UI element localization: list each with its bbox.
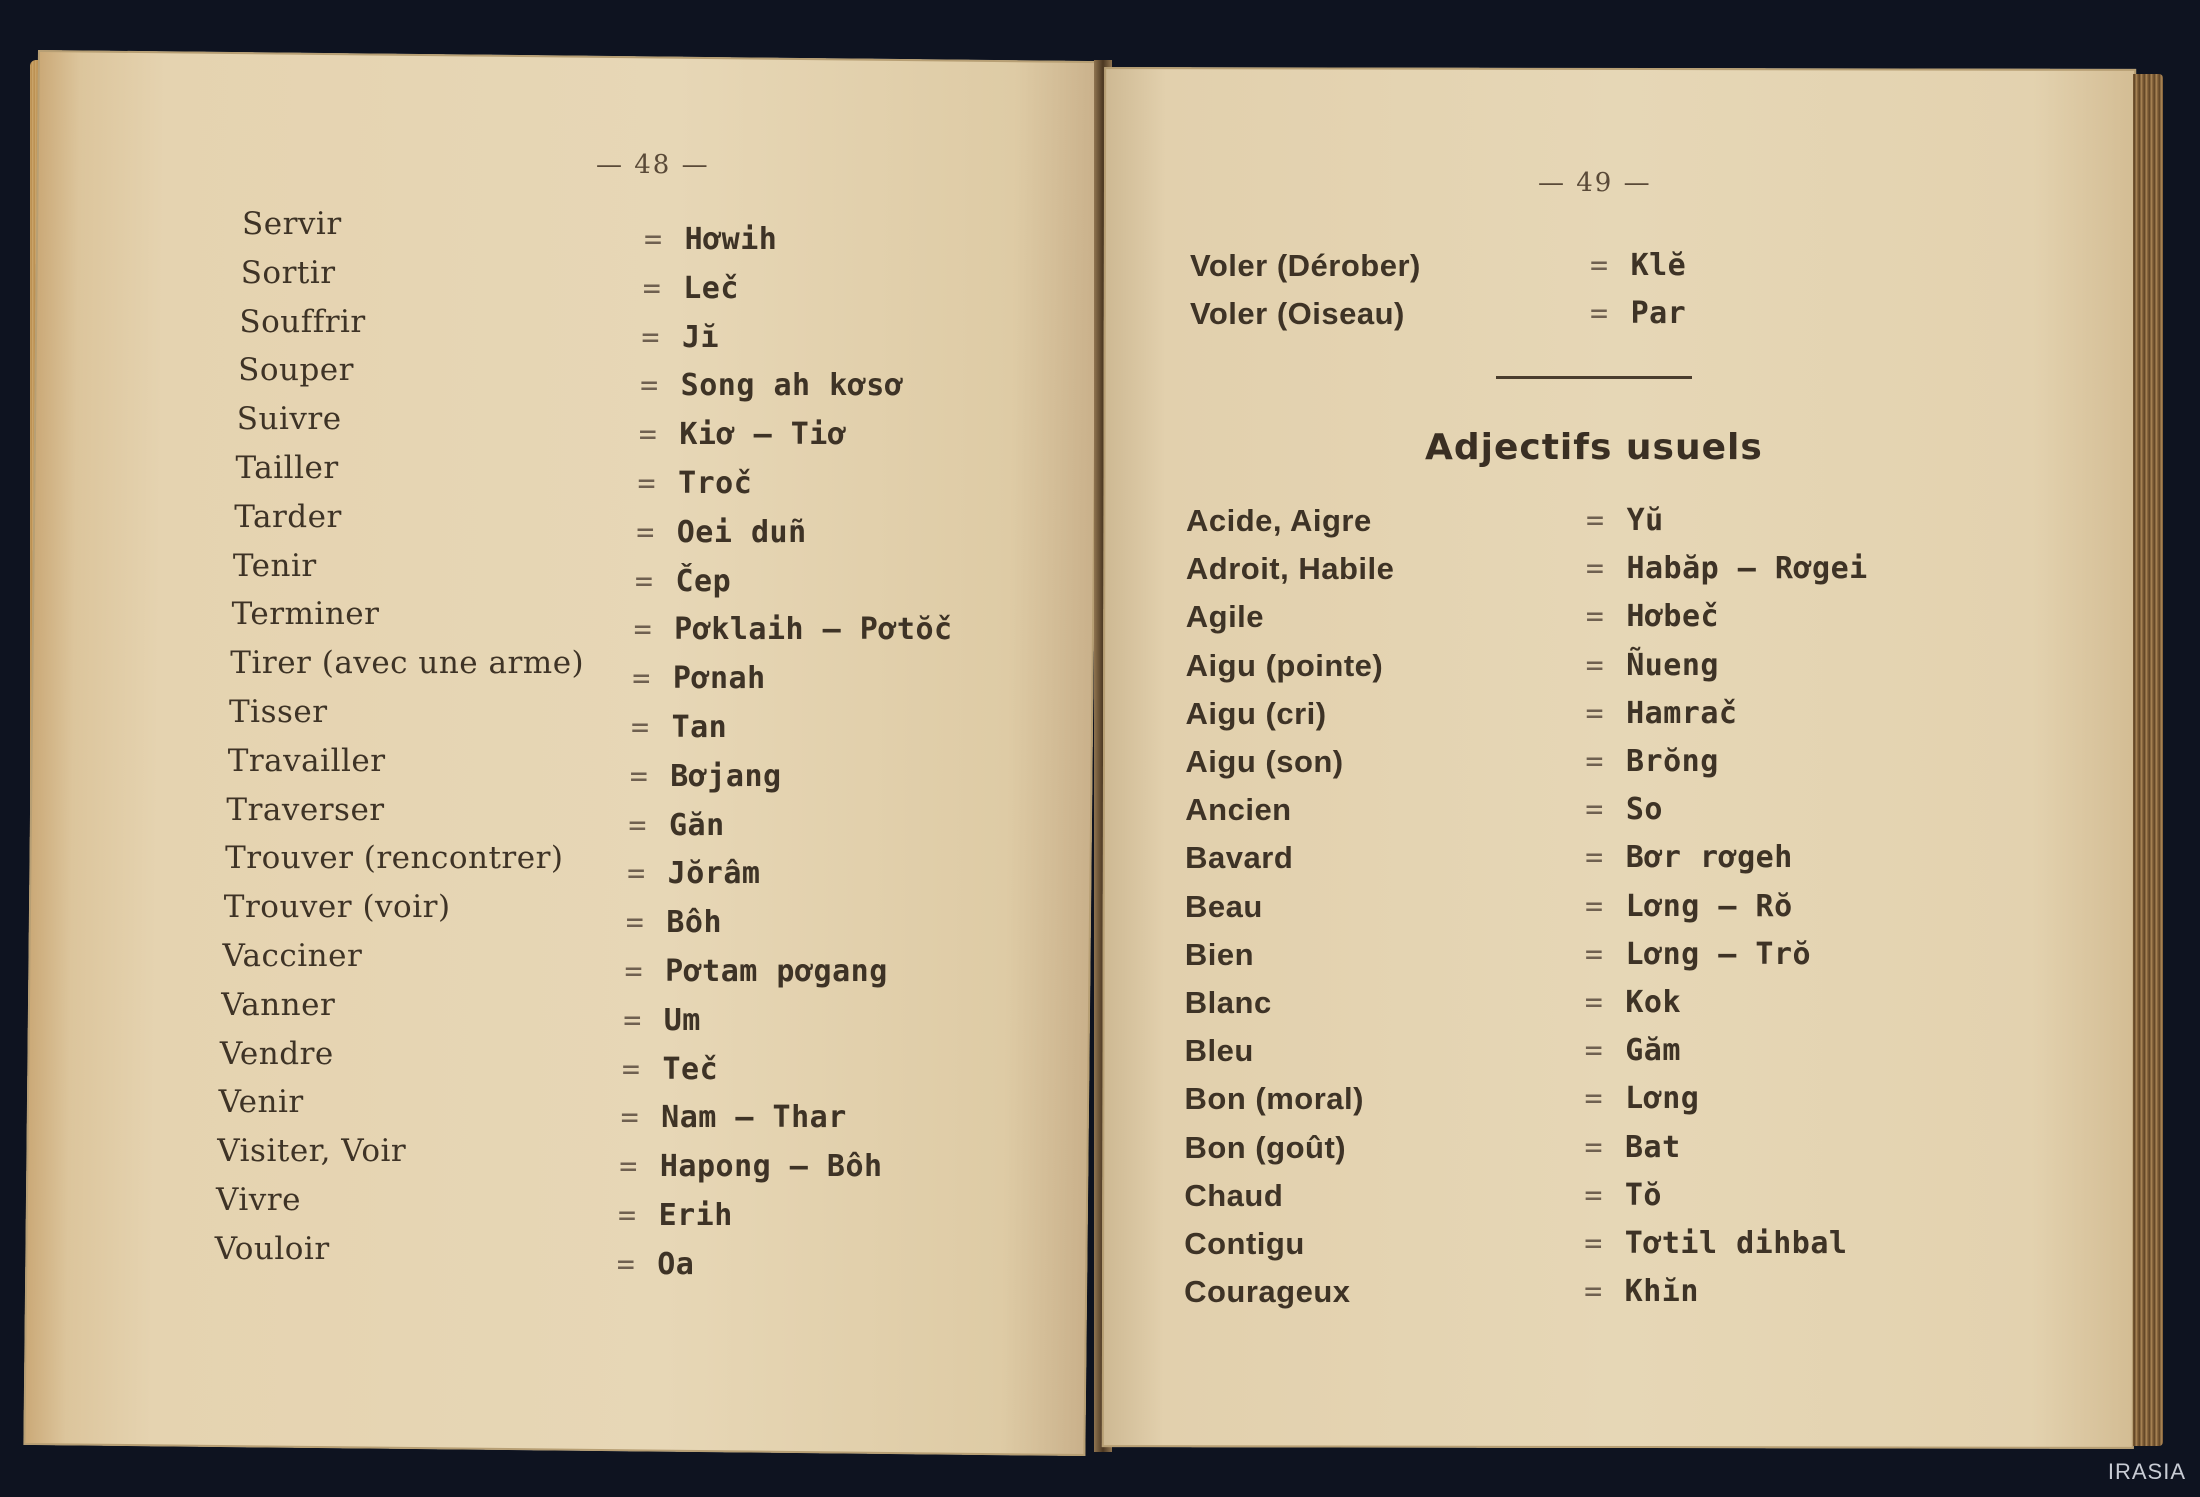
equals-separator: = [625, 905, 645, 941]
translation-text: Tŏ [1624, 1177, 1662, 1213]
equals-separator: = [644, 222, 663, 257]
translation-text: Găn [668, 807, 725, 843]
section-divider [1496, 376, 1692, 379]
translation-text: Tan [671, 710, 728, 745]
translation-text: Erih [658, 1198, 733, 1233]
translation-term [1584, 1178, 1662, 1213]
translation-text: Hamrač [1626, 695, 1738, 731]
french-term: Bon (goût) [1184, 1129, 1347, 1165]
equals-separator: = [1585, 888, 1604, 924]
translation-text: Kok [1625, 985, 1682, 1020]
french-term: Ancien [1185, 792, 1292, 828]
french-term: Vouloir [214, 1230, 330, 1267]
translation-text: Ñueng [1626, 647, 1719, 683]
equals-separator: = [1584, 936, 1604, 972]
equals-separator: = [640, 368, 659, 404]
french-term: Voler (Dérober) [1190, 248, 1421, 283]
watermark: IRASIA [2107, 1459, 2186, 1484]
french-term: Agile [1185, 599, 1265, 635]
french-term: Tenir [232, 547, 317, 584]
equals-separator: = [1585, 647, 1605, 683]
translation-term [628, 808, 724, 843]
french-term: Blanc [1184, 985, 1272, 1020]
equals-separator: = [1584, 1033, 1604, 1069]
translation-term [626, 905, 722, 940]
translation-text: Găm [1625, 1033, 1681, 1069]
translation-text: Um [663, 1002, 701, 1038]
equals-separator: = [1584, 1274, 1603, 1310]
page-number-left: — 48 — [596, 150, 710, 180]
equals-separator: = [1584, 1226, 1603, 1261]
translation-term [643, 271, 739, 306]
translation-text: Čep [675, 563, 732, 599]
translation-text: Pơtam pơgang [665, 954, 888, 989]
translation-term [1585, 937, 1811, 972]
equals-separator: = [632, 661, 651, 697]
left-page [23, 50, 1100, 1456]
french-term: Tailler [235, 450, 339, 486]
translation-term [644, 222, 777, 257]
translation-text: Lơng — Trŏ [1625, 936, 1812, 972]
translation-term [617, 1247, 695, 1282]
french-term: Trouver (voir) [223, 889, 451, 926]
equals-separator: = [1585, 792, 1604, 828]
translation-term [1586, 599, 1719, 634]
equals-separator: = [1586, 503, 1605, 538]
french-term: Aigu (pointe) [1185, 647, 1384, 683]
translation-text: Par [1630, 296, 1687, 331]
french-term: Travailler [227, 742, 386, 779]
translation-text: Hapong — Bôh [659, 1149, 883, 1185]
translation-term [1584, 1130, 1680, 1165]
translation-text: Song ah kơsơ [680, 368, 904, 404]
french-term: Sortir [240, 254, 336, 291]
translation-text: Bơr rơgeh [1625, 840, 1793, 876]
translation-text: Oei duñ [676, 514, 807, 550]
translation-text: Kiơ — Tiơ [679, 417, 847, 453]
french-term: Venir [218, 1084, 304, 1121]
french-term: Souffrir [239, 303, 366, 340]
translation-text: Oa [657, 1246, 695, 1282]
translation-term [1585, 985, 1681, 1020]
french-term: Beau [1185, 888, 1263, 924]
french-term: Suivre [236, 401, 342, 438]
translation-text: Bôh [666, 905, 723, 941]
translation-text: Jŏrâm [667, 856, 761, 892]
translation-term [636, 515, 807, 550]
french-term: Aigu (son) [1185, 744, 1344, 779]
translation-term [639, 417, 847, 452]
translation-term [641, 320, 719, 355]
section-title: Adjectifs usuels [1425, 427, 1763, 468]
french-term: Trouver (rencontrer) [225, 840, 564, 877]
translation-term [1584, 1274, 1699, 1309]
french-term: Visiter, Voir [217, 1133, 407, 1170]
translation-term [1585, 889, 1793, 924]
translation-term [635, 564, 731, 599]
translation-term [1585, 744, 1718, 779]
french-term: Acide, Aigre [1186, 503, 1372, 538]
translation-text: Hơbeč [1626, 599, 1720, 635]
equals-separator: = [1585, 744, 1604, 779]
french-term: Bien [1184, 936, 1255, 972]
translation-text: Klĕ [1630, 248, 1687, 283]
french-term: Tisser [229, 694, 328, 730]
french-term: Chaud [1184, 1177, 1284, 1213]
translation-term [631, 710, 727, 745]
french-term: Tirer (avec une arme) [230, 645, 585, 682]
french-term: Tarder [234, 498, 342, 535]
equals-separator: = [1585, 551, 1605, 587]
translation-text: Tơtil dihbal [1624, 1226, 1848, 1261]
translation-term [1586, 503, 1664, 538]
translation-term [1585, 840, 1793, 875]
french-term: Servir [242, 206, 342, 242]
french-term: Aigu (cri) [1185, 695, 1327, 731]
page-number-right: — 49 — [1538, 168, 1652, 198]
equals-separator: = [1590, 296, 1609, 331]
translation-text: Khĭn [1624, 1274, 1699, 1310]
equals-separator: = [1585, 599, 1605, 635]
equals-separator: = [616, 1246, 636, 1282]
translation-term [1590, 248, 1686, 283]
equals-separator: = [629, 758, 649, 794]
french-term: Adroit, Habile [1185, 551, 1395, 587]
french-term: Bon (moral) [1184, 1081, 1364, 1117]
french-term: Contigu [1184, 1226, 1305, 1261]
translation-term [625, 954, 888, 989]
french-term: Vendre [219, 1035, 334, 1072]
equals-separator: = [638, 417, 658, 453]
equals-separator: = [633, 612, 653, 648]
equals-separator: = [634, 563, 654, 599]
translation-text: Brŏng [1625, 744, 1719, 779]
equals-separator: = [621, 1051, 641, 1087]
right-page-edges [2133, 74, 2163, 1446]
equals-separator: = [1584, 1129, 1603, 1165]
french-term: Bavard [1185, 840, 1294, 876]
equals-separator: = [620, 1100, 640, 1136]
translation-text: Pơklaih — Pơtŏč [674, 612, 953, 648]
translation-term [618, 1198, 733, 1233]
translation-term [623, 1003, 701, 1038]
translation-text: So [1625, 792, 1663, 828]
equals-separator: = [624, 954, 644, 989]
equals-separator: = [1584, 1081, 1604, 1117]
translation-term [640, 368, 903, 403]
equals-separator: = [627, 856, 646, 892]
translation-term [621, 1100, 847, 1135]
equals-separator: = [623, 1002, 642, 1038]
french-term: Vacciner [222, 938, 363, 974]
translation-text: Yŭ [1626, 503, 1664, 538]
translation-text: Pơnah [672, 661, 766, 697]
translation-text: Teč [662, 1051, 719, 1087]
equals-separator: = [1584, 985, 1604, 1020]
translation-term [630, 759, 782, 794]
equals-separator: = [1585, 695, 1605, 731]
translation-text: Habăp — Rơgei [1626, 551, 1868, 587]
translation-text: Bat [1625, 1129, 1681, 1165]
translation-text: Lơng — Rŏ [1625, 888, 1793, 924]
translation-term [1585, 1033, 1681, 1068]
equals-separator: = [619, 1149, 638, 1185]
equals-separator: = [628, 807, 647, 843]
french-term: Vivre [216, 1182, 301, 1218]
translation-term [622, 1052, 718, 1087]
translation-term [1586, 696, 1738, 731]
french-term: Courageux [1184, 1274, 1351, 1310]
equals-separator: = [1584, 1177, 1603, 1213]
translation-term [632, 661, 765, 696]
translation-text: Lơng [1625, 1081, 1700, 1117]
translation-term [1586, 551, 1868, 586]
equals-separator: = [1590, 248, 1609, 283]
translation-term [1585, 1081, 1700, 1116]
translation-text: Troč [678, 466, 753, 501]
equals-separator: = [1585, 840, 1604, 876]
translation-term [627, 856, 760, 891]
french-term: Traverser [226, 791, 385, 828]
translation-text: Leč [683, 270, 739, 306]
equals-separator: = [636, 514, 655, 550]
translation-text: Nam — Thar [661, 1100, 847, 1136]
translation-term [1590, 296, 1686, 331]
french-term: Souper [238, 352, 354, 389]
french-term: Terminer [231, 596, 380, 633]
translation-term [1585, 792, 1663, 827]
equals-separator: = [641, 319, 660, 355]
translation-term [638, 466, 753, 501]
translation-term [634, 612, 953, 647]
translation-term [619, 1149, 882, 1184]
equals-separator: = [631, 710, 650, 745]
equals-separator: = [637, 466, 657, 501]
translation-text: Hơwih [684, 222, 778, 257]
french-term: Voler (Oiseau) [1190, 296, 1405, 331]
french-term: Bleu [1184, 1033, 1254, 1069]
translation-term [1584, 1226, 1847, 1261]
translation-term [1586, 648, 1719, 683]
french-term: Vanner [221, 986, 336, 1023]
translation-text: Bơjang [670, 758, 782, 794]
equals-separator: = [618, 1198, 637, 1233]
translation-text: Jĭ [681, 319, 720, 355]
equals-separator: = [642, 270, 662, 306]
